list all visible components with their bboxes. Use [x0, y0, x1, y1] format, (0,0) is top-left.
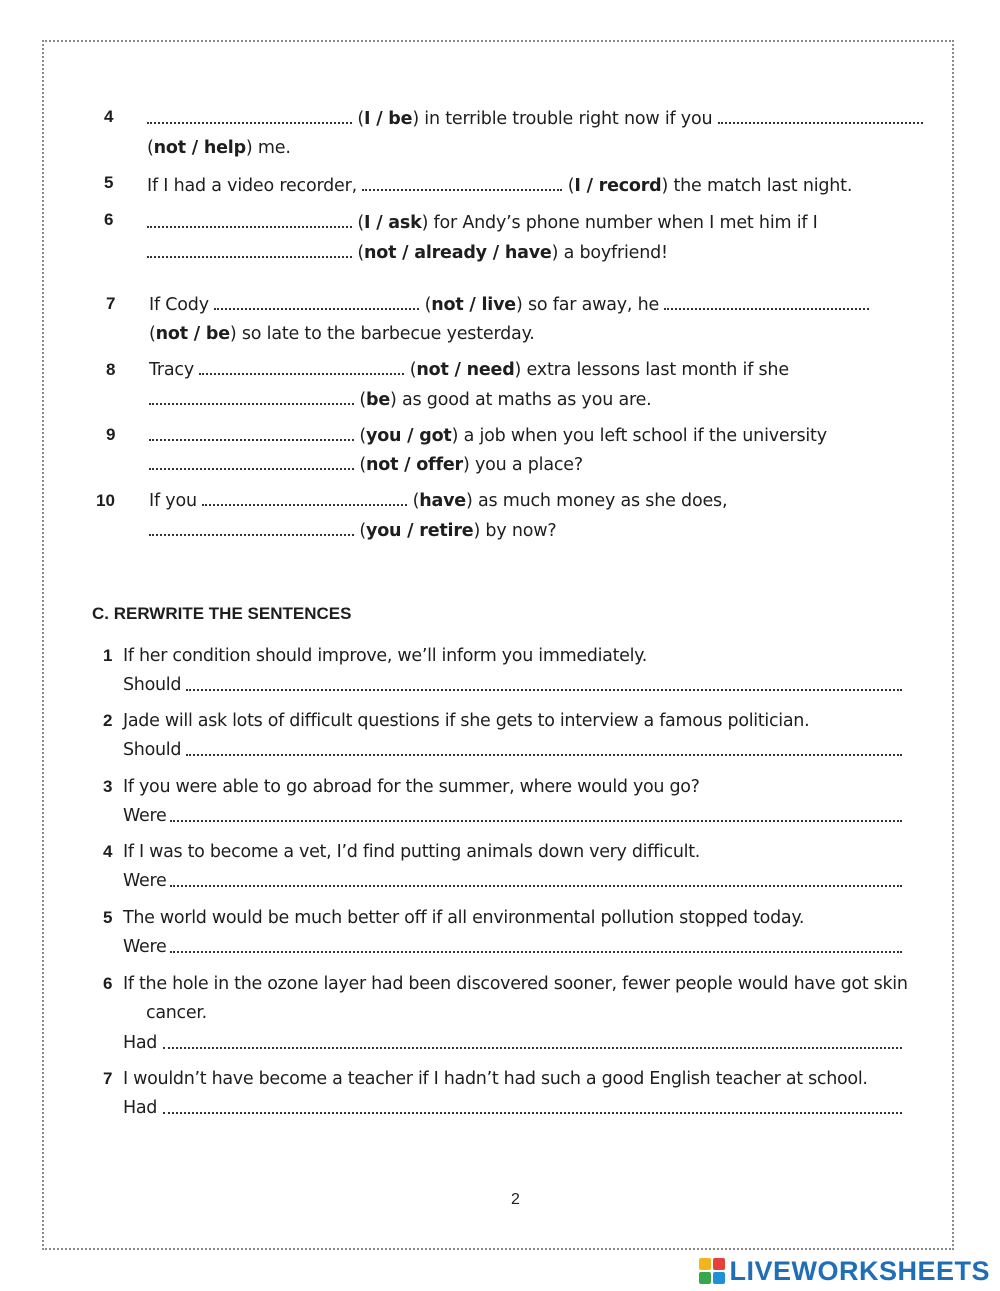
answer-line[interactable]	[163, 1112, 902, 1114]
item-sentence: If you were able to go abroad for the summer, where would you go?	[123, 777, 700, 797]
item-number: 7	[103, 1069, 113, 1088]
item-number: 8	[106, 360, 116, 379]
answer-blank[interactable]	[362, 175, 562, 191]
item-line: (I / ask) for Andy’s phone number when I met him if I	[147, 212, 818, 234]
answer-line[interactable]	[170, 885, 902, 887]
item-sentence: I wouldn’t have become a teacher if I hadn’t had such a good English teacher at school.	[123, 1069, 868, 1089]
answer-line[interactable]	[186, 754, 902, 756]
answer-blank[interactable]	[149, 520, 354, 536]
item-number: 2	[103, 711, 113, 730]
answer-blank[interactable]	[214, 294, 419, 310]
item-line: Tracy (not / need) extra lessons last month if she	[149, 360, 789, 380]
item-number: 10	[96, 491, 115, 510]
item-number: 1	[103, 646, 113, 665]
answer-blank[interactable]	[147, 212, 352, 228]
section-heading: C. RERWRITE THE SENTENCES	[92, 604, 352, 623]
item-line: (not / already / have) a boyfriend!	[147, 242, 668, 264]
item-sentence: Jade will ask lots of difficult questions if she gets to interview a famous politician.	[123, 711, 810, 731]
item-line: (not / offer) you a place?	[149, 454, 583, 476]
item-sentence-continued: cancer.	[146, 1003, 207, 1023]
item-starter: Had	[123, 1098, 158, 1118]
item-line: (I / be) in terrible trouble right now if you	[147, 108, 923, 130]
answer-line[interactable]	[163, 1047, 902, 1049]
item-line: If Cody (not / live) so far away, he	[149, 294, 869, 316]
item-number: 5	[103, 908, 113, 927]
answer-blank[interactable]	[147, 242, 352, 258]
item-number: 4	[104, 107, 114, 126]
item-line: If you (have) as much money as she does,	[149, 491, 728, 511]
item-number: 3	[103, 777, 113, 796]
item-number: 9	[106, 425, 116, 444]
item-number: 4	[103, 842, 113, 861]
logo-icon	[699, 1258, 725, 1284]
item-starter: Were	[123, 937, 167, 957]
answer-line[interactable]	[170, 951, 902, 953]
item-starter: Had	[123, 1033, 158, 1053]
item-line: (you / got) a job when you left school if the university	[149, 425, 827, 447]
item-number: 5	[104, 173, 114, 192]
item-starter: Were	[123, 871, 167, 891]
answer-blank[interactable]	[149, 454, 354, 470]
item-sentence: If the hole in the ozone layer had been discovered sooner, fewer people would have got skin	[123, 974, 908, 994]
item-line: (you / retire) by now?	[149, 520, 556, 542]
item-starter: Were	[123, 806, 167, 826]
liveworksheets-logo[interactable]	[699, 1256, 990, 1286]
item-sentence: The world would be much better off if all environmental pollution stopped today.	[123, 908, 805, 928]
item-line: If I had a video recorder, (I / record) the match last night.	[147, 176, 853, 196]
item-number: 7	[106, 294, 116, 313]
logo-text: LIVEWORKSHEETS	[729, 1255, 990, 1286]
item-sentence: If her condition should improve, we’ll inform you immediately.	[123, 646, 647, 666]
item-number: 6	[104, 210, 114, 229]
item-starter: Should	[123, 740, 182, 760]
answer-blank[interactable]	[147, 108, 352, 124]
answer-blank[interactable]	[149, 425, 354, 441]
item-line: (not / help) me.	[147, 138, 291, 158]
answer-line[interactable]	[170, 820, 902, 822]
item-number: 6	[103, 974, 113, 993]
answer-blank[interactable]	[149, 389, 354, 405]
answer-blank[interactable]	[199, 359, 404, 375]
item-line: (not / be) so late to the barbecue yesterday.	[149, 324, 535, 344]
page-number: 2	[511, 1191, 520, 1208]
item-line: (be) as good at maths as you are.	[149, 389, 652, 411]
answer-line[interactable]	[186, 689, 902, 691]
answer-blank[interactable]	[664, 294, 869, 310]
answer-blank[interactable]	[718, 108, 923, 124]
item-starter: Should	[123, 675, 182, 695]
item-sentence: If I was to become a vet, I’d find putting animals down very difficult.	[123, 842, 701, 862]
answer-blank[interactable]	[202, 490, 407, 506]
